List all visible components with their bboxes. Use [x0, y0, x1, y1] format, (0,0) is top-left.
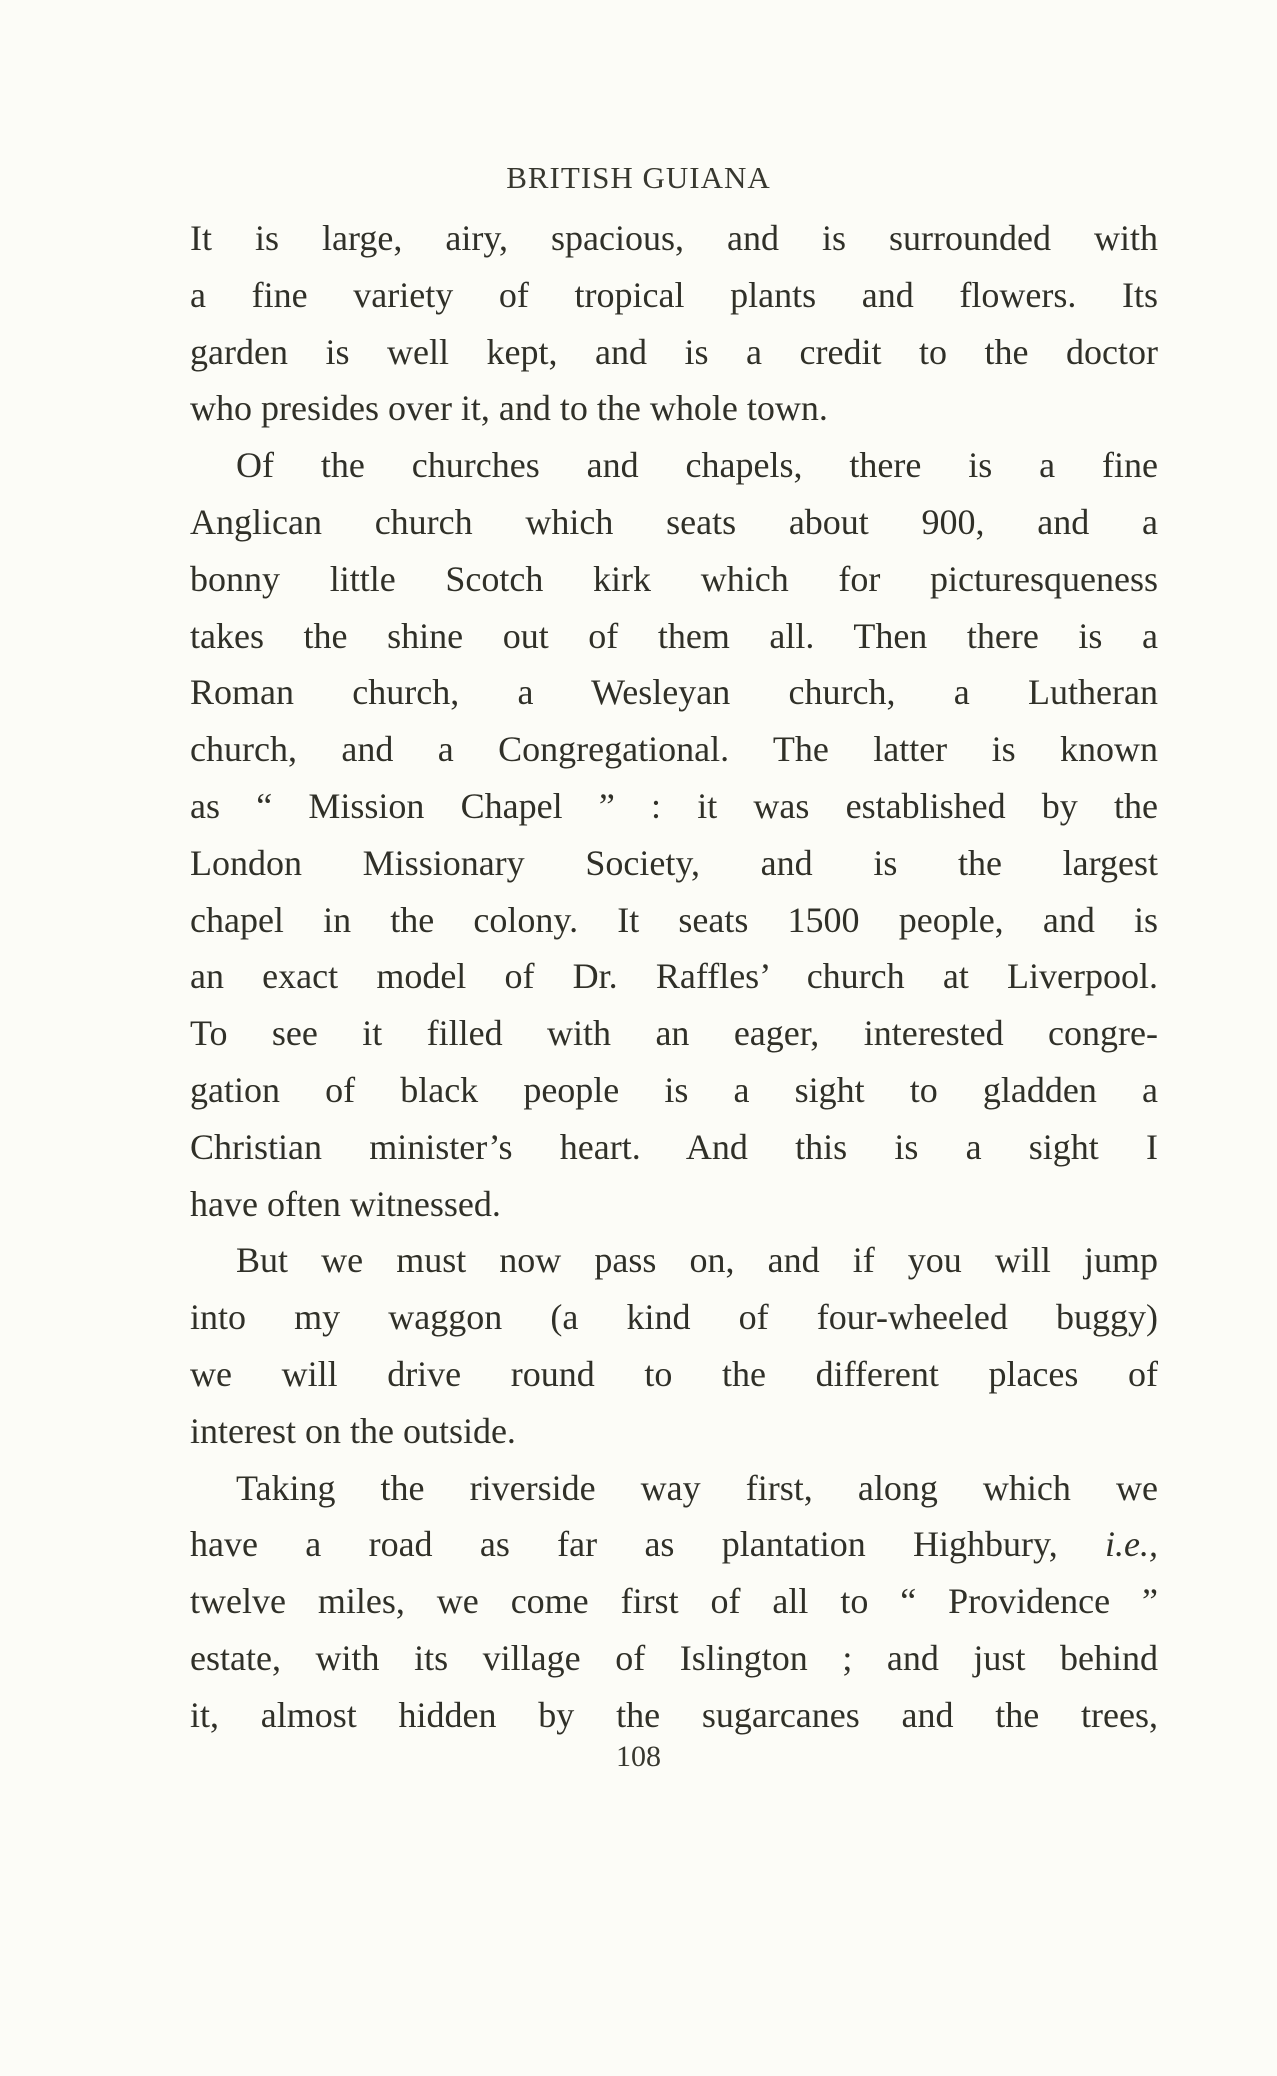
body-text: [190, 210, 1158, 1744]
text-line: Anglican church which seats about 900, and a: [190, 501, 1158, 542]
text-line: it, almost hidden by the sugarcanes and the trees,: [190, 1694, 1158, 1735]
text-line: [190, 1516, 1158, 1573]
text-line: church, and a Congregational. The latter is known: [190, 729, 1158, 770]
text-line: But we must now pass on, and if you will jump: [236, 1240, 1158, 1281]
text-line: twelve miles, we come first of all to “ Providence ”: [190, 1581, 1158, 1622]
text-line: To see it filled with an eager, interested congre-: [190, 1013, 1158, 1054]
text-line: Of the churches and chapels, there is a fine: [236, 445, 1158, 486]
text-line: takes the shine out of them all. Then there is a: [190, 615, 1158, 656]
text-line: an exact model of Dr. Raffles’ church at Liverpool.: [190, 956, 1158, 997]
text-line: London Missionary Society, and is the largest: [190, 842, 1158, 883]
text-line: a fine variety of tropical plants and flowers. Its: [190, 274, 1158, 315]
text-line: who presides over it, and to the whole town.: [190, 388, 828, 429]
running-head: BRITISH GUIANA: [506, 160, 771, 195]
text-line: interest on the outside.: [190, 1410, 516, 1451]
text-line: chapel in the colony. It seats 1500 people, and is: [190, 899, 1158, 940]
text-line: Taking the riverside way first, along which we: [236, 1467, 1158, 1508]
text-line: garden is well kept, and is a credit to the doctor: [190, 331, 1158, 372]
text-line: It is large, airy, spacious, and is surrounded with: [190, 218, 1158, 258]
text-line-start: have a road as far as plantation Highbury,: [190, 1524, 1106, 1565]
page-number: 108: [616, 1740, 661, 1773]
text-line: we will drive round to the different places of: [190, 1353, 1158, 1394]
text-line: bonny little Scotch kirk which for picturesqueness: [190, 558, 1158, 599]
italic-abbreviation: i.e.,: [1105, 1524, 1158, 1565]
text-line: Roman church, a Wesleyan church, a Lutheran: [190, 672, 1158, 713]
text-line: Christian minister’s heart. And this is a sight I: [190, 1126, 1158, 1167]
text-line: gation of black people is a sight to gladden a: [190, 1069, 1158, 1110]
text-line: have often witnessed.: [190, 1183, 501, 1224]
text-line: as “ Mission Chapel ” : it was established by the: [190, 785, 1158, 826]
text-line: estate, with its village of Islington ; and just behind: [190, 1637, 1158, 1678]
text-line: into my waggon (a kind of four-wheeled buggy): [190, 1297, 1158, 1338]
